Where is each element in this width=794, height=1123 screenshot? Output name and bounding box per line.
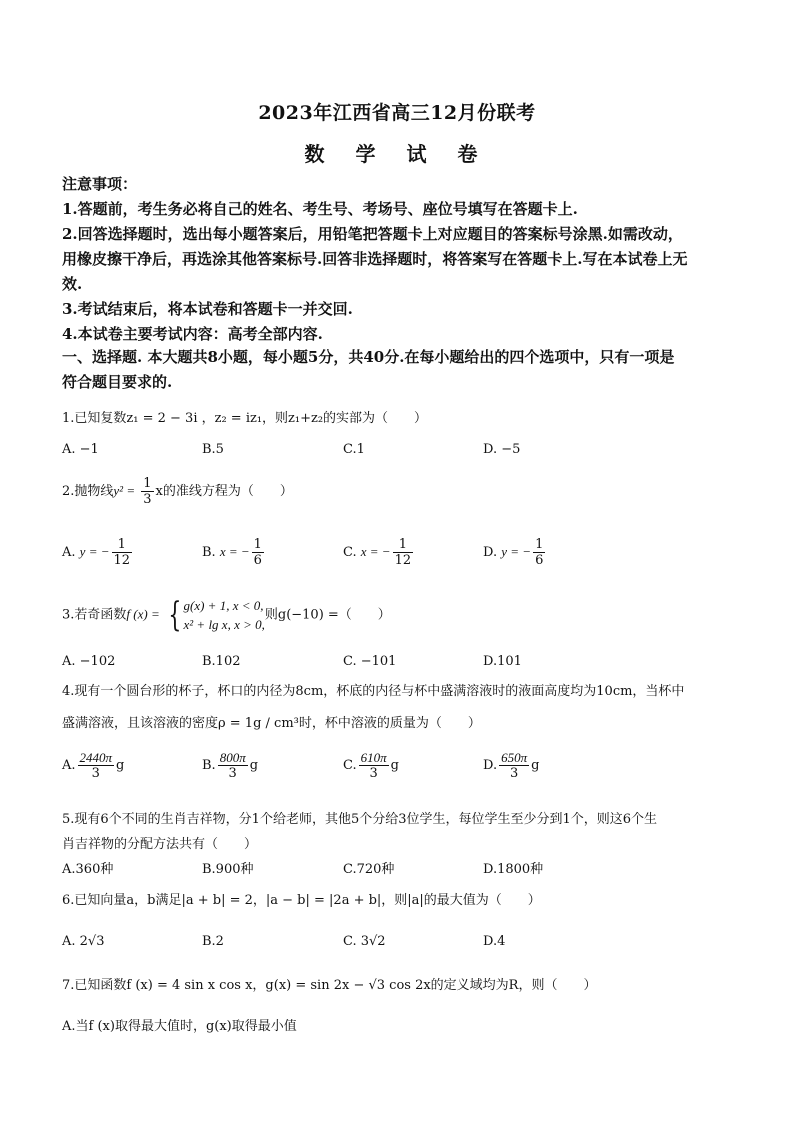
q4-option-c-den: 3 [369, 766, 378, 781]
q3-option-a: A. −102 [62, 654, 116, 669]
notice-item-1: 1.答题前，考生务必将自己的姓名、考生号、考场号、座位号填写在答题卡上. [62, 200, 578, 218]
q3-case-1: g(x) + 1, x < 0, [183, 598, 264, 613]
q4-option-a-num: 2440π [79, 750, 113, 765]
q2-option-d-num: 1 [535, 537, 544, 552]
q2-frac-den: 3 [143, 492, 152, 507]
question-5-line1: 5.现有6个不同的生肖吉祥物，分1个给老师，其他5个分给3位学生，每位学生至少分到1个，则这6个生 [62, 812, 658, 827]
q4-option-b-num: 800π [219, 750, 246, 765]
q3-option-b: B.102 [202, 654, 241, 669]
q5-option-b: B.900种 [202, 862, 254, 877]
q2-option-c-num: 1 [393, 537, 414, 553]
q2-option-a-lhs: y = − [79, 544, 110, 559]
question-7-stem: 7.已知函数f (x) = 4 sin x cos x，g(x) = sin 2x − √3 cos 2x的定义域均为R，则（ ） [62, 978, 597, 993]
q4-option-b-unit: g [249, 758, 259, 773]
q2-lhs: y² = [113, 483, 136, 498]
q2-option-c [343, 537, 415, 568]
question-2-stem [62, 476, 742, 507]
q2-option-b-frac [252, 537, 264, 568]
notice-item-2-cont: 用橡皮擦干净后，再选涂其他答案标号.回答非选择题时，将答案写在答题卡上.写在本试卷上无 [62, 250, 688, 268]
q2-option-b-num: 1 [253, 537, 262, 552]
q2-option-d-frac [533, 537, 545, 568]
q4-option-d-num: 650π [501, 750, 528, 765]
q4-option-c-frac [359, 750, 389, 781]
q4-option-d-den: 3 [509, 766, 519, 781]
q3-brace: { [168, 595, 182, 635]
q4-option-b-label: B. [202, 758, 216, 773]
question-4-line1: 4.现有一个圆台形的杯子，杯口的内径为8cm，杯底的内径与杯中盛满溶液时的液面高度均为10cm，当杯中 [62, 684, 685, 699]
q6-option-d: D.4 [483, 934, 506, 949]
q2-fraction [141, 476, 153, 507]
q4-option-c-unit: g [390, 758, 399, 773]
q6-option-a: A. 2√3 [62, 934, 105, 949]
q4-option-b [202, 750, 258, 781]
question-1-stem: 1.已知复数z₁ = 2 − 3i ，z₂ = iz₁，则z₁+z₂的实部为（ ） [62, 411, 428, 426]
q2-option-d-den: 6 [535, 553, 544, 568]
exam-subtitle: 数 学 试 卷 [304, 142, 490, 166]
question-5-line2: 肖吉祥物的分配方法共有（ ） [62, 837, 258, 852]
q3-case-2: x² + lg x, x > 0, [183, 617, 265, 632]
q2-option-c-den: 12 [394, 553, 412, 568]
notice-item-2: 2.回答选择题时，选出每小题答案后，用铅笔把答题卡上对应题目的答案标号涂黑.如需改动， [62, 225, 683, 243]
q2-option-a-label: A. [62, 545, 76, 560]
q4-option-d-frac [499, 750, 529, 781]
q4-option-c-label: C. [343, 758, 357, 773]
q6-option-b: B.2 [202, 934, 224, 949]
q2-option-a-frac [112, 537, 133, 568]
q3-cases [184, 596, 265, 634]
q2-option-a-num: 1 [112, 537, 133, 553]
q7-option-a: A.当f (x)取得最大值时，g(x)取得最小值 [62, 1019, 297, 1034]
section-heading-line2: 符合题目要求的. [62, 373, 173, 391]
q5-option-d: D.1800种 [483, 862, 544, 877]
q3-fx: f (x) = [126, 606, 160, 622]
q4-option-d-label: D. [483, 758, 498, 773]
q2-option-c-label: C. [343, 545, 357, 560]
q3-option-c: C. −101 [343, 654, 397, 669]
q2-option-a-den: 12 [113, 553, 131, 568]
notice-item-4: 4.本试卷主要考试内容：高考全部内容. [62, 325, 323, 343]
notice-item-2-end: 效. [62, 275, 83, 293]
q4-option-c-num: 610π [360, 750, 387, 765]
notice-heading: 注意事项： [62, 175, 138, 193]
q2-option-c-frac [393, 537, 414, 568]
q4-option-a-label: A. [62, 758, 76, 773]
q1-option-a: A. −1 [62, 442, 99, 457]
q4-option-b-den: 3 [228, 766, 237, 781]
q4-option-a-unit: g [116, 758, 125, 773]
q4-option-d-unit: g [531, 758, 540, 773]
q3-suffix: 则g(−10) =（ ） [264, 607, 391, 623]
q5-option-a: A.360种 [62, 862, 114, 877]
q2-option-a [62, 537, 134, 568]
section-heading-line1: 一、选择题. 本大题共8小题，每小题5分，共40分.在每小题给出的四个选项中，只有一项是 [62, 348, 675, 366]
q1-option-d: D. −5 [483, 442, 521, 457]
q2-option-b-den: 6 [253, 553, 262, 568]
q2-option-d-label: D. [483, 545, 498, 560]
exam-title: 2023年江西省高三12月份联考 [258, 102, 536, 124]
q2-option-b-lhs: x = − [219, 544, 250, 559]
q2-option-d [483, 537, 547, 568]
question-4-line2: 盛满溶液，且该溶液的密度ρ = 1g / cm³时，杯中溶液的质量为（ ） [62, 716, 481, 731]
q1-option-c: C.1 [343, 442, 365, 457]
q2-option-d-lhs: y = − [501, 544, 532, 559]
q4-option-d [483, 750, 539, 781]
q4-option-b-frac [218, 750, 248, 781]
q4-option-a [62, 750, 124, 781]
q3-prefix: 3.若奇函数 [62, 607, 127, 623]
q3-option-d: D.101 [483, 654, 522, 669]
question-6-stem: 6.已知向量a，b满足|a + b| = 2，|a − b| = |2a + b|，则|a|的最大值为（ ） [62, 893, 541, 908]
question-3-stem [62, 596, 742, 634]
q6-option-c: C. 3√2 [343, 934, 386, 949]
q2-option-b-label: B. [202, 545, 216, 560]
q2-suffix: x的准线方程为（ ） [155, 484, 293, 499]
q2-option-c-lhs: x = − [360, 544, 391, 559]
q4-option-c [343, 750, 399, 781]
q1-option-b: B.5 [202, 442, 224, 457]
q4-option-a-frac [78, 750, 115, 781]
q2-prefix: 2.抛物线 [62, 484, 114, 499]
q4-option-a-den: 3 [91, 766, 100, 781]
q2-frac-num: 1 [143, 476, 152, 491]
q2-option-b [202, 537, 266, 568]
notice-item-3: 3.考试结束后，将本试卷和答题卡一并交回. [62, 300, 353, 318]
q5-option-c: C.720种 [343, 862, 395, 877]
